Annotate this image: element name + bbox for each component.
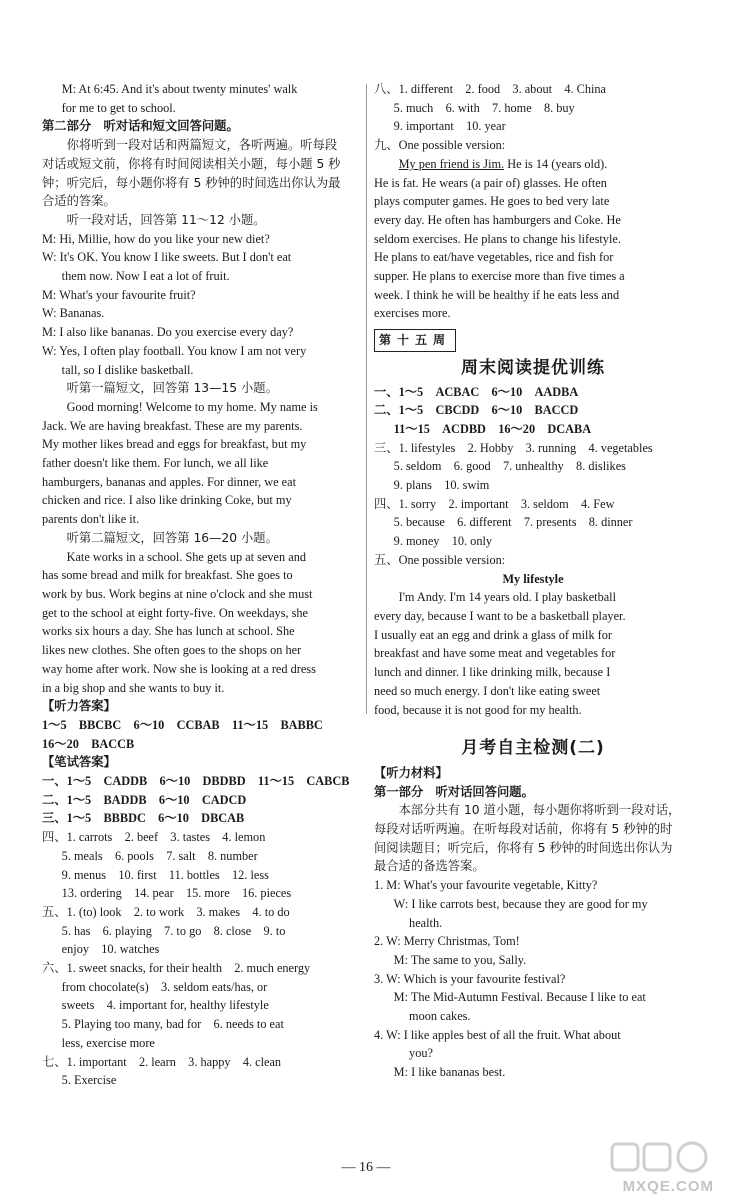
text-line: 2. W: Merry Christmas, Tom!	[374, 934, 520, 949]
text-line: 3. W: Which is your favourite festival?	[374, 971, 566, 986]
essay-line: I'm Andy. I'm 14 years old. I play basketball	[398, 590, 617, 605]
text-line: 5. Playing too many, bad for 6. needs to eat	[61, 1017, 284, 1032]
answer-line: 9. money 10. only	[393, 534, 493, 549]
text-line: 四、1. carrots 2. beef 3. tastes 4. lemon	[42, 830, 266, 845]
text-line: tall, so I dislike basketball.	[61, 362, 194, 377]
essay-pen-friend	[374, 155, 692, 323]
text-line: 合适的答案。	[42, 194, 116, 209]
right-top-answers	[374, 80, 692, 155]
essay-underlined-sentence: My pen friend is Jim.	[398, 156, 505, 171]
text-line: chicken and rice. I also like drinking Coke, but my	[42, 493, 292, 508]
text-line: 【听力答案】	[42, 699, 116, 714]
essay-line: every day, because I want to be a basketball player.	[374, 608, 626, 623]
answer-line: 9. plans 10. swim	[393, 478, 490, 493]
text-line: moon cakes.	[393, 1009, 471, 1024]
text-line: 最合适的备选答案。	[374, 859, 485, 874]
answer-line: 三、1. lifestyles 2. Hobby 3. running 4. vegetables	[374, 440, 653, 455]
text-line: 听第二篇短文，回答第 16—20 小题。	[66, 530, 278, 545]
answer-line: 5. much 6. with 7. home 8. buy	[393, 100, 575, 115]
essay-line: exercises more.	[374, 306, 451, 321]
text-line: 间阅读题目；听完后，你将有 5 秒钟的时间选出你认为	[374, 840, 673, 855]
week-banner: 第十五周	[374, 329, 456, 352]
text-line: for me to get to school.	[61, 100, 176, 115]
text-line: has some bread and milk for breakfast. She goes to	[42, 568, 293, 583]
essay-line: lunch and dinner. I like drinking milk, because I	[374, 665, 611, 680]
section-title-weekend-reading: 周末阅读提优训练	[461, 357, 605, 378]
essay-line: He plans to eat/have vegetables, rice and fish for	[374, 250, 614, 265]
text-line: health.	[393, 915, 443, 930]
text-line: them now. Now I eat a lot of fruit.	[61, 269, 230, 284]
text-line: 1. M: What's your favourite vegetable, Kitty?	[374, 878, 598, 893]
text-line: 16～20 BACCB	[42, 736, 135, 751]
text-line: W: I like carrots best, because they are good for my	[393, 896, 648, 911]
text-line: 听第一篇短文，回答第 13—15 小题。	[66, 381, 278, 396]
text-line: 你将听到一段对话和两篇短文，各听两遍。听每段	[66, 138, 338, 153]
text-line: 5. Exercise	[61, 1073, 117, 1088]
text-line: 第二部分 听对话和短文回答问题。	[42, 119, 239, 134]
text-line: Kate works in a school. She gets up at seven and	[66, 549, 306, 564]
text-line: enjoy 10. watches	[61, 942, 160, 957]
essay-line: week. I think he will be healthy if he eats less and	[374, 287, 620, 302]
text-line: 三、1～5 BBBDC 6～10 DBCAB	[42, 811, 245, 826]
text-line: father doesn't like them. For lunch, we all like	[42, 456, 269, 471]
text-line: get to the school at eight forty-five. On weekdays, she	[42, 605, 309, 620]
right-column	[374, 80, 692, 1082]
text-line: 五、1. (to) look 2. to work 3. makes 4. to do	[42, 904, 290, 919]
answer-line: 5. because 6. different 7. presents 8. dinner	[393, 515, 633, 530]
text-line: 5. meals 6. pools 7. salt 8. number	[61, 848, 258, 863]
answer-line: 四、1. sorry 2. important 3. seldom 4. Few	[374, 496, 615, 511]
text-line: likes new clothes. She often goes to the shops on her	[42, 643, 302, 658]
essay-line: I usually eat an egg and drink a glass of milk for	[374, 627, 613, 642]
text-line: W: It's OK. You know I like sweets. But I don't eat	[42, 250, 292, 265]
column-divider	[366, 84, 367, 714]
text-line: 对话或短文前，你将有时间阅读相关小题，每小题 5 秒	[42, 156, 341, 171]
text-line: 5. has 6. playing 7. to go 8. close 9. to	[61, 923, 286, 938]
left-column	[42, 80, 358, 1090]
essay-line: need so much energy. I don't like eating sweet	[374, 683, 601, 698]
text-line: 第一部分 听对话回答问题。	[374, 784, 534, 799]
essay-title-my-lifestyle: My lifestyle	[502, 571, 564, 586]
text-line: from chocolate(s) 3. seldom eats/has, or	[61, 979, 268, 994]
essay-line: supper. He plans to exercise more than five times a	[374, 269, 625, 284]
text-line: you?	[393, 1046, 433, 1061]
text-line: 每段对话听两遍。在听每段对话前，你将有 5 秒钟的时	[374, 822, 673, 837]
text-line: 本部分共有 10 道小题，每小题你将听到一段对话，	[398, 803, 681, 818]
listening-material	[374, 764, 692, 1082]
text-line: M: Hi, Millie, how do you like your new diet?	[42, 231, 270, 246]
essay-line: food, because it is not good for my health.	[374, 702, 582, 717]
essay-line: plays computer games. He goes to bed very late	[374, 194, 610, 209]
text-line: 二、1～5 BADDB 6～10 CADCD	[42, 792, 247, 807]
answer-line: 5. seldom 6. good 7. unhealthy 8. dislikes	[393, 459, 626, 474]
essay-body	[374, 174, 692, 324]
essay-first-line: My pen friend is Jim. He is 14 (years old).	[398, 156, 608, 171]
text-line: W: Bananas.	[42, 306, 105, 321]
text-line: Jack. We are having breakfast. These are my parents.	[42, 418, 303, 433]
text-line: 9. menus 10. first 11. bottles 12. less	[61, 867, 269, 882]
essay-line: every day. He often has hamburgers and Coke. He	[374, 212, 621, 227]
answer-line: 五、One possible version:	[374, 552, 506, 567]
text-line: less, exercise more	[61, 1035, 155, 1050]
section-title-monthly-test: 月考自主检测(二)	[461, 738, 605, 759]
essay-line: He is fat. He wears (a pair of) glasses. He often	[374, 175, 607, 190]
text-line: 1～5 BBCBC 6～10 CCBAB 11～15 BABBC	[42, 717, 323, 732]
text-line: M: The Mid-Autumn Festival. Because I like to eat	[393, 990, 646, 1005]
text-line: M: At 6:45. And it's about twenty minutes' walk	[61, 82, 298, 96]
answer-line: 八、1. different 2. food 3. about 4. China	[374, 82, 607, 96]
essay-my-lifestyle	[374, 588, 692, 719]
text-line: 七、1. important 2. learn 3. happy 4. clean	[42, 1054, 282, 1069]
text-line: 一、1～5 CADDB 6～10 DBDBD 11～15 CABCB	[42, 774, 350, 789]
text-line: M: I like bananas best.	[393, 1065, 506, 1080]
watermark-text: MXQE.COM	[622, 1178, 714, 1195]
text-line: 【听力材料】	[374, 765, 448, 780]
text-line: M: The same to you, Sally.	[393, 952, 527, 967]
answer-line: 9. important 10. year	[393, 119, 506, 134]
text-line: parents don't like it.	[42, 512, 140, 527]
text-line: 六、1. sweet snacks, for their health 2. much energy	[42, 961, 311, 976]
essay-line: seldom exercises. He plans to change his lifestyle.	[374, 231, 621, 246]
text-line: works six hours a day. She has lunch at school. She	[42, 624, 295, 639]
text-line: 【笔试答案】	[42, 755, 116, 770]
text-line: 钟；听完后，每小题你将有 5 秒钟的时间选出你认为最	[42, 175, 341, 190]
weekend-answers	[374, 383, 692, 570]
text-line: 4. W: I like apples best of all the fruit. What about	[374, 1027, 621, 1042]
text-line: Good morning! Welcome to my home. My name is	[66, 399, 318, 414]
essay-line: breakfast and have some meat and vegetables for	[374, 646, 616, 661]
text-line: W: Yes, I often play football. You know I am not very	[42, 343, 307, 358]
page-number: — 16 —	[341, 1160, 391, 1175]
answer-line: 九、One possible version:	[374, 138, 506, 153]
text-line: 13. ordering 14. pear 15. more 16. pieces	[61, 886, 292, 901]
text-line: way home after work. Now she is looking at a red dress	[42, 661, 316, 676]
text-line: My mother likes bread and eggs for breakfast, but my	[42, 437, 307, 452]
text-line: M: I also like bananas. Do you exercise every day?	[42, 325, 294, 340]
text-line: M: What's your favourite fruit?	[42, 287, 196, 302]
answer-line: 11～15 ACDBD 16～20 DCABA	[393, 421, 592, 436]
text-line: in a big shop and she wants to buy it.	[42, 680, 225, 695]
text-line: 听一段对话，回答第 11～12 小题。	[66, 212, 266, 227]
text-line: work by bus. Work begins at nine o'clock and she must	[42, 586, 313, 601]
text-line: sweets 4. important for, healthy lifestyle	[61, 998, 269, 1013]
answer-line: 二、1～5 CBCDD 6～10 BACCD	[374, 403, 579, 418]
answer-line: 一、1～5 ACBAC 6～10 AADBA	[374, 384, 579, 399]
text-line: hamburgers, bananas and apples. For dinner, we eat	[42, 474, 297, 489]
